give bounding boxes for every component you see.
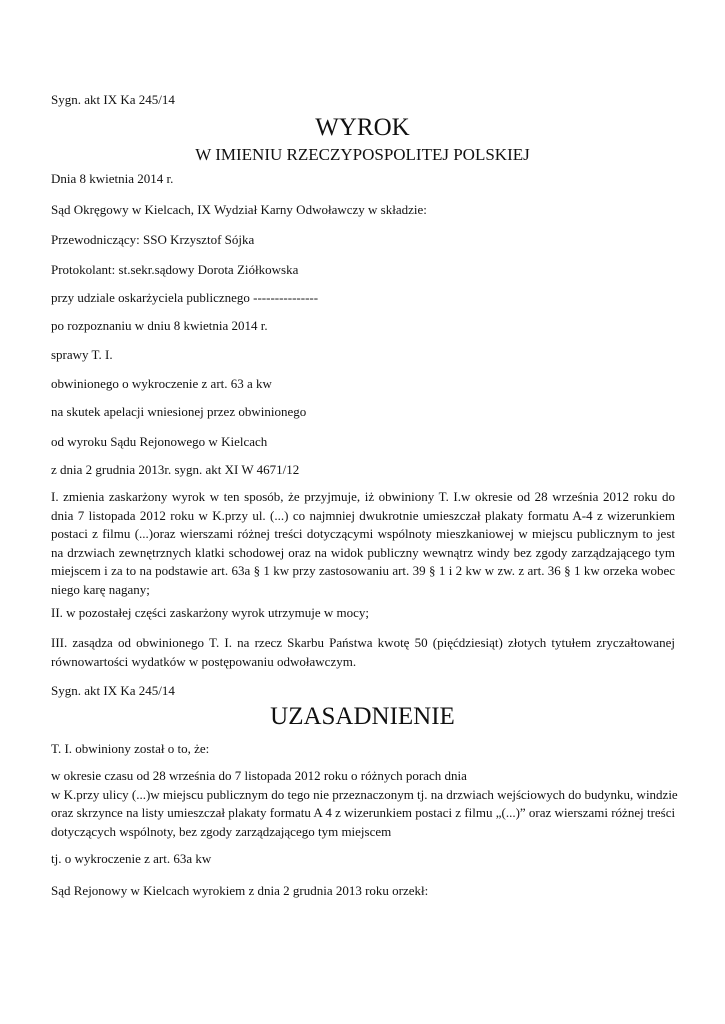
accusation-paragraph [51, 767, 681, 841]
case-line: sprawy T. I. [51, 347, 113, 362]
lower-court-line: Sąd Rejonowy w Kielcach wyrokiem z dnia 2 grudnia 2013 roku orzekł: [51, 883, 429, 898]
clerk-line: Protokolant: st.sekr.sądowy Dorota Ziółkowska [51, 262, 299, 277]
offence-line: tj. o wykroczenie z art. 63a kw [51, 851, 212, 866]
case-signature-bottom: Sygn. akt IX Ka 245/14 [51, 683, 175, 698]
charge-line: obwinionego o wykroczenie z art. 63 a kw [51, 376, 272, 391]
justification-title: UZASADNIENIE [270, 703, 455, 730]
ruling-point-1: I. zmienia zaskarżony wyrok w ten sposób, że przyjmuje, iż obwiniony T. I.w okresie od 28 września 2012 roku do dnia 7 listopada 2012 roku w K.przy ul. (...) co najmniej dwukrotnie umieszczał plakaty formatu A-4 z wizerunkiem postaci z filmu (...)oraz wierszami różnej treści dotyczącymi wspólnoty mieszkaniowej w miejscu publicznym to jest na drzwiach zewnętrznych klatki schodowej oraz na widok publiczny wewnątrz windy bez zgody zarządzającego tym miejscem i za to na podstawie art. 63a § 1 kw przy zastosowaniu art. 39 § 1 i 2 kw w zw. z art. 36 § 1 kw orzeka wobec niego karę nagany; [51, 489, 675, 597]
court-line: Sąd Okręgowy w Kielcach, IX Wydział Karny Odwoławczy w składzie: [51, 202, 427, 217]
chair-line: Przewodniczący: SSO Krzysztof Sójka [51, 232, 255, 247]
accused-line: T. I. obwiniony został o to, że: [51, 741, 210, 756]
judgment-date-line: z dnia 2 grudnia 2013r. sygn. akt XI W 4671/12 [51, 462, 300, 477]
prosecutor-line: przy udziale oskarżyciela publicznego --------------- [51, 290, 319, 305]
accusation-line: w okresie czasu od 28 września do 7 listopada 2012 roku o różnych porach dnia [51, 768, 467, 783]
accusation-line: dotyczących wspólnoty, bez zgody zarządzającego tym miejscem [51, 823, 392, 839]
case-signature-top: Sygn. akt IX Ka 245/14 [51, 92, 175, 107]
document-title: WYROK [315, 114, 410, 141]
date-line: Dnia 8 kwietnia 2014 r. [51, 171, 174, 186]
ruling-point-2: II. w pozostałej części zaskarżony wyrok utrzymuje w mocy; [51, 605, 370, 620]
hearing-line: po rozpoznaniu w dniu 8 kwietnia 2014 r. [51, 318, 268, 333]
accusation-line: w K.przy ulicy (...)w miejscu publicznym do tego nie przeznaczonym tj. na drzwiach wejściowych do budynku, windzie [51, 786, 678, 802]
ruling-point-3: III. zasądza od obwinionego T. I. na rzecz Skarbu Państwa kwotę 50 (pięćdziesiąt) złotych tytułem zryczałtowanej równowartości wydatków w postępowaniu odwoławczym. [51, 635, 675, 669]
document-subtitle: W IMIENIU RZECZYPOSPOLITEJ POLSKIEJ [195, 145, 530, 164]
accusation-line: oraz skrzynce na listy umieszczał plakaty formatu A 4 z wizerunkiem postaci z filmu „(...)” oraz wierszami różnej treści [51, 805, 676, 820]
from-judgment-line: od wyroku Sądu Rejonowego w Kielcach [51, 434, 268, 449]
appeal-line: na skutek apelacji wniesionej przez obwinionego [51, 404, 307, 419]
